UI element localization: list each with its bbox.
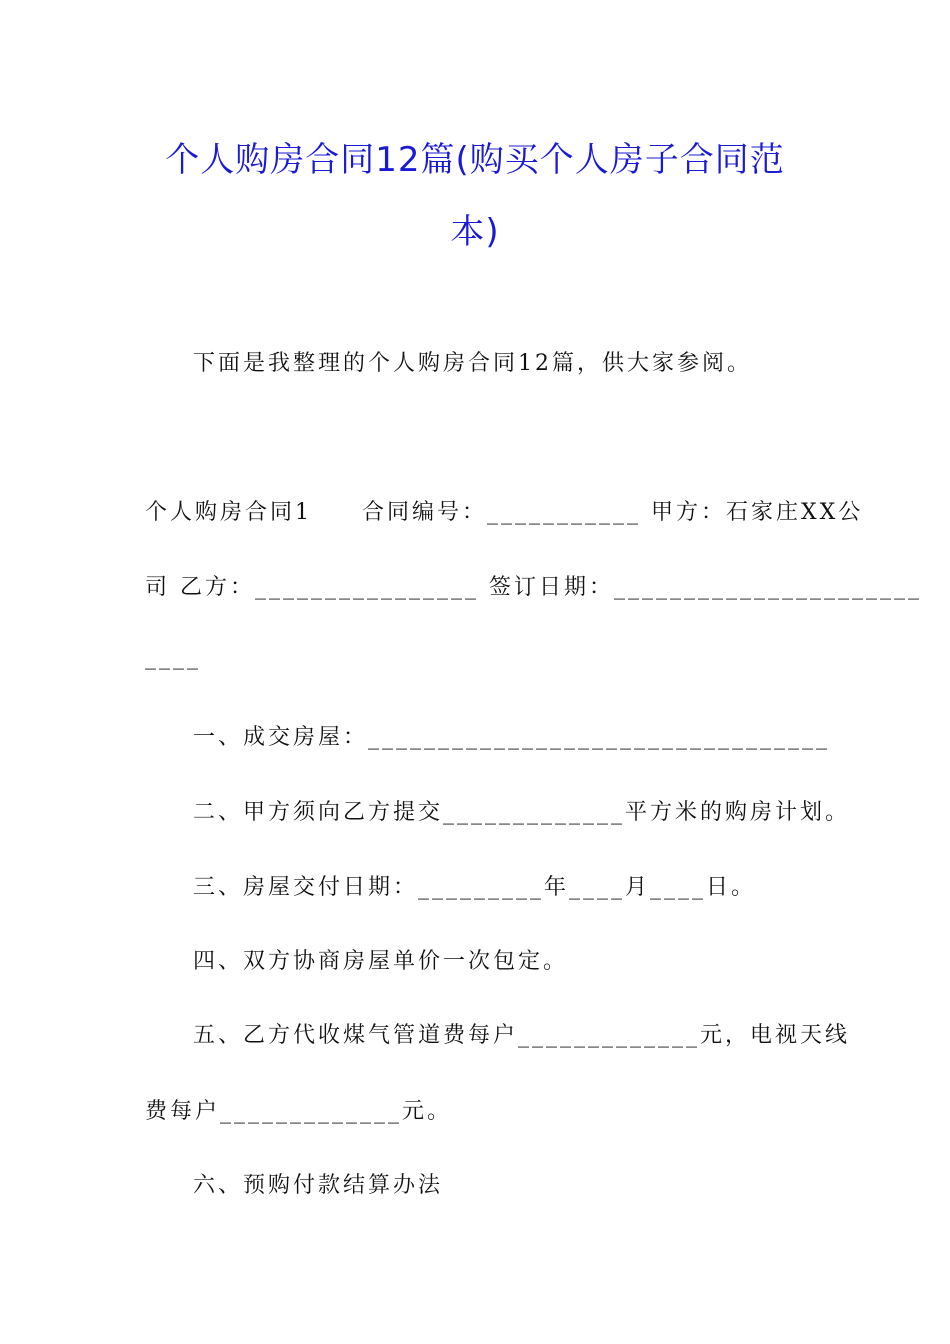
- clause-4: 四、双方协商房屋单价一次包定。: [193, 949, 569, 974]
- clause-3: 三、房屋交付日期：_________年____月____日。: [193, 875, 757, 900]
- clause-2: 二、甲方须向乙方提交_____________平方米的购房计划。: [193, 800, 851, 825]
- contract-header-line-3: ____: [145, 645, 201, 670]
- document-title-line-1: 个人购房合同12篇(购买个人房子合同范: [165, 140, 785, 180]
- clause-1: 一、成交房屋：_________________________________: [193, 725, 831, 750]
- clause-5-line-1: 五、乙方代收煤气管道费每户_____________元，电视天线: [193, 1023, 851, 1048]
- contract-header-line-2: 司 乙方：________________ 签订日期：______________________: [145, 575, 922, 600]
- document-title-line-2: 本): [450, 212, 500, 252]
- clause-6: 六、预购付款结算办法: [193, 1173, 444, 1198]
- contract-header-line-1: 个人购房合同1 合同编号：___________ 甲方：石家庄XX公: [145, 500, 864, 525]
- intro-paragraph: 下面是我整理的个人购房合同12篇，供大家参阅。: [193, 351, 752, 376]
- clause-5-line-2: 费每户_____________元。: [145, 1099, 453, 1124]
